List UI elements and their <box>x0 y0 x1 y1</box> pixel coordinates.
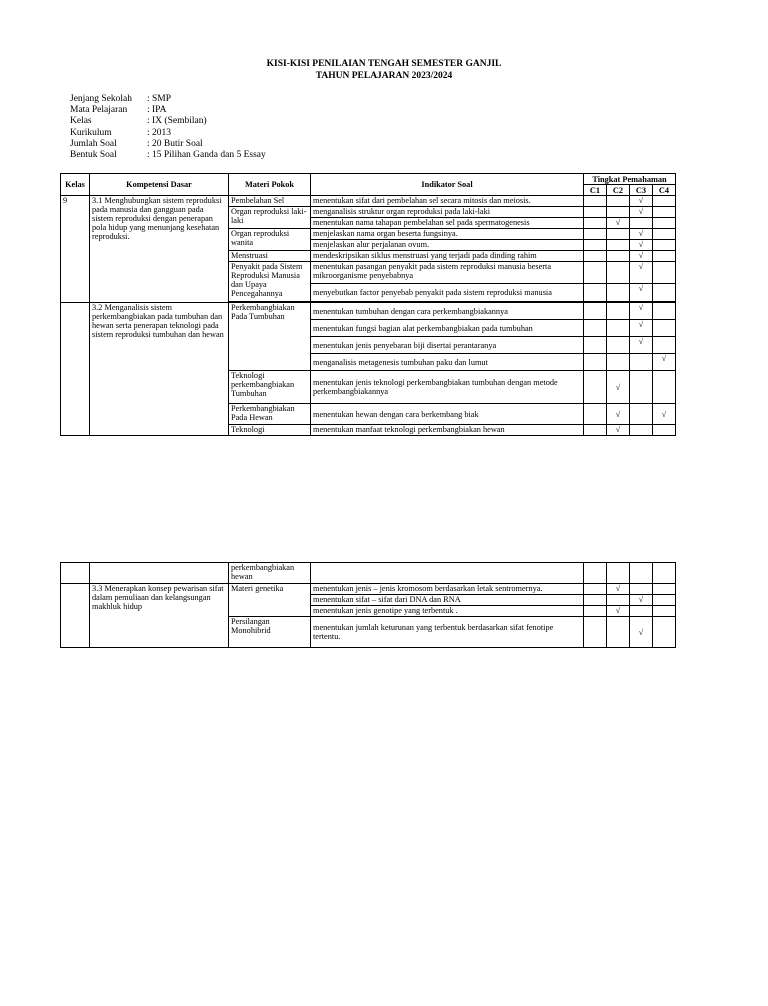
check-mark: √ <box>607 425 630 436</box>
indikator-cell: menyebutkan factor penyebab penyakit pada sistem reproduksi manusia <box>311 284 584 302</box>
info-row <box>70 150 266 161</box>
kelas-cell-empty <box>61 303 90 436</box>
indikator-cell: menganalisis struktur organ reproduksi pada laki-laki <box>311 207 584 218</box>
indikator-cell: menentukan hewan dengan cara berkembang biak <box>311 404 584 425</box>
info-value: : 20 Butir Soal <box>147 138 203 149</box>
materi-cell: Perkembangbiakan Pada Hewan <box>229 404 311 425</box>
materi-cell: Pembelahan Sel <box>229 196 311 207</box>
materi-cell: Organ reproduksi laki-laki <box>229 207 311 229</box>
materi-cell: Teknologi perkembangbiakan Tumbuhan <box>229 371 311 404</box>
info-row <box>70 94 266 105</box>
header-kompetensi-dasar: Kompetensi Dasar <box>90 174 229 196</box>
check-mark: √ <box>653 354 676 371</box>
kd-3-3: 3.3 Menerapkan konsep pewarisan sifat dalam pemuliaan dan kelangsungan makhluk hidup <box>90 584 229 648</box>
indikator-cell: menentukan jenis teknologi perkembangbiakan tumbuhan dengan metode perkembangbiakannya <box>311 371 584 404</box>
indikator-cell: menentukan jenis – jenis kromosom berdasarkan letak sentromernya. <box>311 584 584 595</box>
header-materi-pokok: Materi Pokok <box>229 174 311 196</box>
header-tingkat-pemahaman: Tingkat Pemahaman <box>584 174 676 185</box>
document-subtitle: TAHUN PELAJARAN 2023/2024 <box>315 71 453 81</box>
materi-cell: Persilangan Monohibrid <box>229 617 311 648</box>
header-c3: C3 <box>630 185 653 196</box>
check-mark: √ <box>630 240 653 251</box>
indikator-cell: menentukan sifat – sifat dari DNA dan RNA <box>311 595 584 606</box>
kelas-cell: 9 <box>61 196 90 303</box>
check-mark: √ <box>630 595 653 606</box>
materi-cell: Penyakit pada Sistem Reproduksi Manusia dan Upaya Pencegahannya <box>229 262 311 302</box>
materi-cell: perkembangbiakan hewan <box>229 563 311 584</box>
indikator-cell: menentukan tumbuhan dengan cara perkembangbiakannya <box>311 303 584 320</box>
materi-cell: Perkembangbiakan Pada Tumbuhan <box>229 303 311 371</box>
header-c1: C1 <box>584 185 607 196</box>
indikator-cell: menentukan jumlah keturunan yang terbentuk berdasarkan sifat fenotipe tertentu. <box>311 617 584 648</box>
header-c2: C2 <box>607 185 630 196</box>
indikator-cell: menentukan pasangan penyakit pada sistem reproduksi manusia beserta mikroorganisme penyebabnya <box>311 262 584 284</box>
check-mark: √ <box>607 371 630 404</box>
check-mark: √ <box>630 284 653 302</box>
check-mark: √ <box>653 404 676 425</box>
check-mark: √ <box>630 337 653 354</box>
check-mark: √ <box>630 262 653 284</box>
info-row <box>70 116 266 127</box>
indikator-cell: menganalisis metagenesis tumbuhan paku dan lumut <box>311 354 584 371</box>
kd-3-1: 3.1 Menghubungkan sistem reproduksi pada manusia dan gangguan pada sistem reproduksi dengan penerapan pola hidup yang menunjang kesehatan reproduksi. <box>90 196 229 303</box>
check-mark: √ <box>630 207 653 218</box>
info-value: : SMP <box>147 94 172 104</box>
materi-cell: Organ reproduksi wanita <box>229 229 311 251</box>
indikator-cell: menjelaskan alur perjalanan ovum. <box>311 240 584 251</box>
info-key: Kelas <box>70 116 92 127</box>
info-row <box>70 139 266 150</box>
info-key: Kurikulum <box>70 127 112 138</box>
check-mark: √ <box>630 251 653 262</box>
check-mark: √ <box>630 196 653 207</box>
indikator-cell: mendeskripsikan siklus menstruasi yang terjadi pada dinding rahim <box>311 251 584 262</box>
info-key: Mata Pelajaran <box>70 105 128 116</box>
header-c4: C4 <box>653 185 676 196</box>
indikator-cell: menentukan jenis genotipe yang terbentuk . <box>311 606 584 617</box>
check-mark: √ <box>630 229 653 240</box>
check-mark: √ <box>607 584 630 595</box>
info-key: Jumlah Soal <box>70 138 117 149</box>
header-indikator-soal: Indikator Soal <box>311 174 584 196</box>
check-mark: √ <box>607 606 630 617</box>
kisi-table-page-2 <box>60 562 676 648</box>
materi-cell: Teknologi <box>229 425 311 436</box>
document-info <box>70 94 266 161</box>
document-title: KISI-KISI PENILAIAN TENGAH SEMESTER GANJIL <box>266 59 502 69</box>
kd-3-2: 3.2 Menganalisis sistem perkembangbiakan pada tumbuhan dan hewan serta penerapan teknologi pada sistem reproduksi tumbuhan dan hewan <box>90 303 229 436</box>
info-key: Jenjang Sekolah <box>70 94 133 104</box>
info-row <box>70 105 266 116</box>
info-value: : 15 Pilihan Ganda dan 5 Essay <box>147 150 266 161</box>
indikator-cell: menentukan jenis penyebaran biji disertai perantaranya <box>311 337 584 354</box>
check-mark: √ <box>607 218 630 229</box>
indikator-cell: menentukan fungsi bagian alat perkembangbiakan pada tumbuhan <box>311 320 584 337</box>
header-kelas: Kelas <box>61 174 90 196</box>
materi-cell: Menstruasi <box>229 251 311 262</box>
check-mark: √ <box>607 404 630 425</box>
info-row <box>70 128 266 139</box>
indikator-cell: menentukan manfaat teknologi perkembangbiakan hewan <box>311 425 584 436</box>
check-mark: √ <box>630 320 653 337</box>
info-value: : IPA <box>147 105 167 116</box>
info-value: : 2013 <box>147 127 172 138</box>
info-key: Bentuk Soal <box>70 150 117 161</box>
check-mark: √ <box>630 303 653 320</box>
indikator-cell: menentukan sifat dari pembelahan sel secara mitosis dan meiosis. <box>311 196 584 207</box>
check-mark: √ <box>630 617 653 648</box>
materi-cell: Materi genetika <box>229 584 311 617</box>
info-value: : IX (Sembilan) <box>147 116 207 127</box>
indikator-cell: menentukan nama tahapan pembelahan sel pada spermatogenesis <box>311 218 584 229</box>
kisi-table-page-1 <box>60 173 676 436</box>
indikator-cell: menjelaskan nama organ beserta fungsinya. <box>311 229 584 240</box>
